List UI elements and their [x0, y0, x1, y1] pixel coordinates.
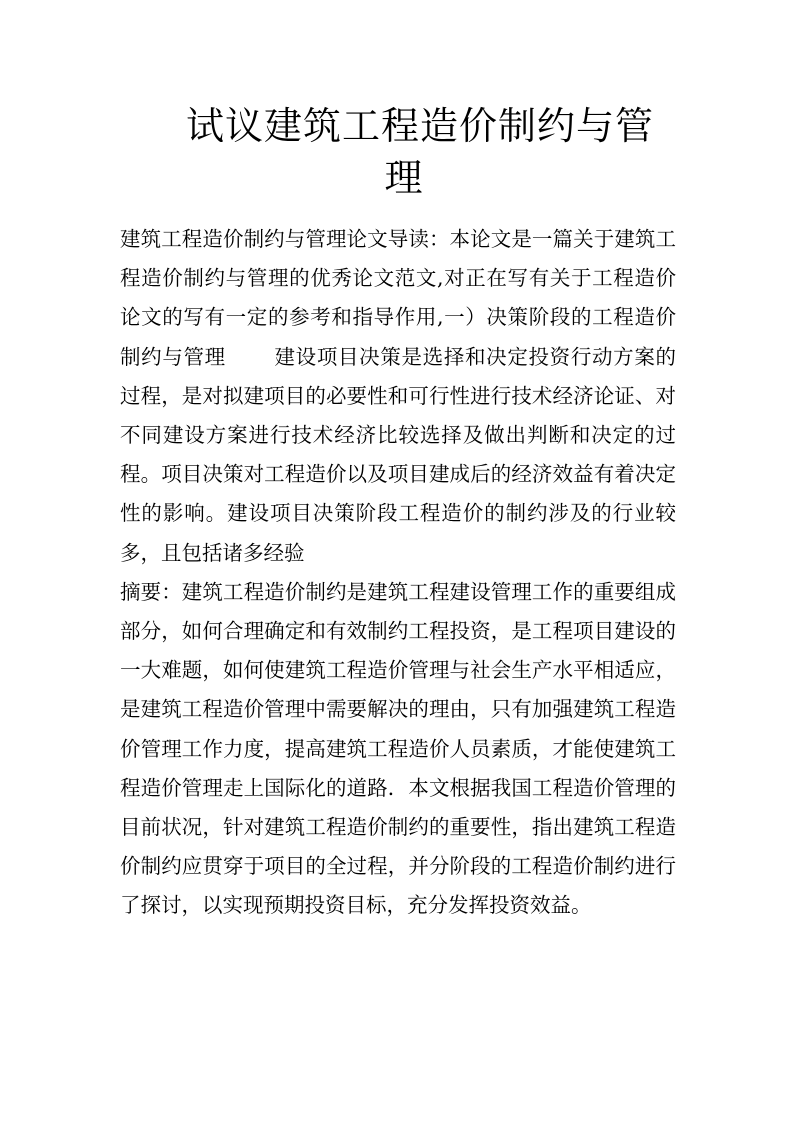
- intro-text-part-2: 建设项目决策是选择和决定投资行动方案的过程，是对拟建项目的必要性和可行性进行技术经济论证、对不同建设方案进行技术经济比较选择及做出判断和决定的过程。项目决策对工程造价以及项目建成后的经济效益有着决定性的影响。建设项目决策阶段工程造价的制约涉及的行业较多，且包括诸多经验: [120, 344, 677, 565]
- document-title: [120, 100, 680, 204]
- title-line-2: 理: [384, 156, 424, 200]
- title-line-1: 试议建筑工程造价制约与管: [185, 104, 654, 148]
- intro-paragraph: [120, 220, 676, 573]
- document-body: [120, 220, 676, 926]
- intro-text-part-1: 建筑工程造价制约与管理论文导读：本论文是一篇关于建筑工程造价制约与管理的优秀论文范文,对正在写有关于工程造价论文的写有一定的参考和指导作用,一）决策阶段的工程造价制约与管理: [120, 227, 676, 369]
- abstract-paragraph: 摘要：建筑工程造价制约是建筑工程建设管理工作的重要组成部分，如何合理确定和有效制约工程投资，是工程项目建设的一大难题，如何使建筑工程造价管理与社会生产水平相适应，是建筑工程造价管理中需要解决的理由，只有加强建筑工程造价管理工作力度，提高建筑工程造价人员素质，才能使建筑工程造价管理走上国际化的道路．本文根据我国工程造价管理的目前状况，针对建筑工程造价制约的重要性，指出建筑工程造价制约应贯穿于项目的全过程，并分阶段的工程造价制约进行了探讨，以实现预期投资目标，充分发挥投资效益。: [120, 579, 676, 918]
